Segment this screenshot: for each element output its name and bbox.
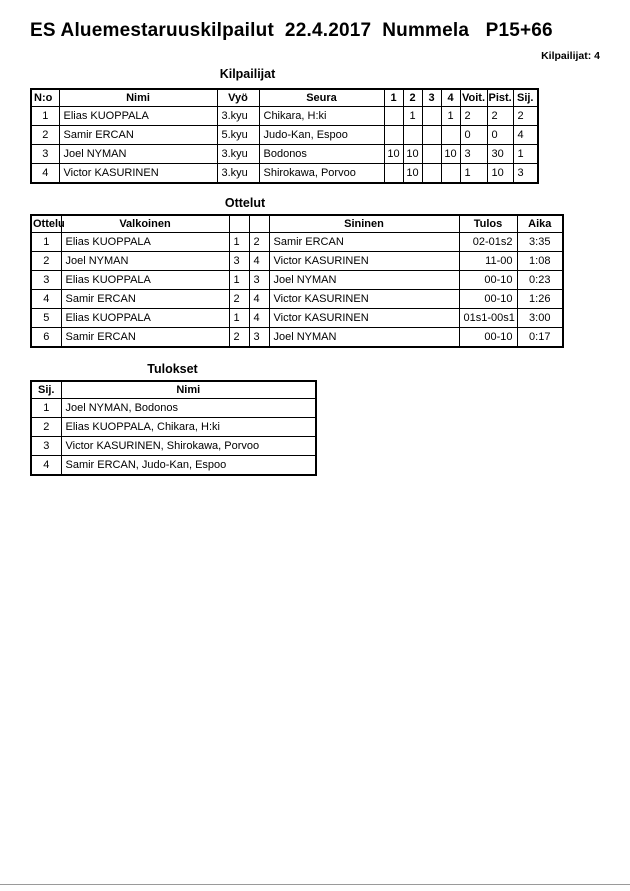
table-row [31, 309, 563, 328]
result-name: Joel NYMAN, Bodonos [61, 399, 316, 418]
blue-player-name: Victor KASURINEN [269, 252, 459, 271]
col-header-no: N:o [31, 89, 59, 107]
col-header-opp2: 2 [403, 89, 422, 107]
competitor-name: Elias KUOPPALA [59, 107, 217, 126]
white-player-number: 2 [229, 328, 249, 348]
competitor-number: 4 [31, 164, 59, 184]
table-row [31, 456, 316, 476]
competitor-club: Shirokawa, Porvoo [259, 164, 384, 184]
score-vs-1 [384, 164, 403, 184]
empty-header-cell [249, 215, 269, 233]
match-time: 1:08 [517, 252, 563, 271]
table-row [31, 437, 316, 456]
col-header-opp1: 1 [384, 89, 403, 107]
wins-cell: 2 [460, 107, 487, 126]
score-vs-2: 1 [403, 107, 422, 126]
competitor-belt: 3.kyu [217, 107, 259, 126]
match-number: 2 [31, 252, 61, 271]
score-vs-4 [441, 164, 460, 184]
col-header-vyo: Vyö [217, 89, 259, 107]
competitor-number: 1 [31, 107, 59, 126]
result-rank: 1 [31, 399, 61, 418]
competitor-belt: 3.kyu [217, 164, 259, 184]
table-row [31, 252, 563, 271]
blue-player-number: 4 [249, 252, 269, 271]
empty-header-cell [229, 215, 249, 233]
white-player-number: 2 [229, 290, 249, 309]
matches-header-row [31, 215, 563, 233]
match-result: 11-00 [459, 252, 517, 271]
competitor-club: Bodonos [259, 145, 384, 164]
result-rank: 2 [31, 418, 61, 437]
score-vs-1 [384, 126, 403, 145]
blue-player-name: Samir ERCAN [269, 233, 459, 252]
score-vs-4: 10 [441, 145, 460, 164]
result-name: Elias KUOPPALA, Chikara, H:ki [61, 418, 316, 437]
match-number: 3 [31, 271, 61, 290]
result-name: Samir ERCAN, Judo-Kan, Espoo [61, 456, 316, 476]
blue-player-number: 4 [249, 290, 269, 309]
col-header-nimi: Nimi [61, 381, 316, 399]
match-number: 1 [31, 233, 61, 252]
white-player-name: Samir ERCAN [61, 328, 229, 348]
match-number: 5 [31, 309, 61, 328]
points-cell: 2 [487, 107, 513, 126]
blue-player-number: 3 [249, 328, 269, 348]
blue-player-name: Joel NYMAN [269, 328, 459, 348]
match-result: 00-10 [459, 290, 517, 309]
col-header-aika: Aika [517, 215, 563, 233]
points-cell: 30 [487, 145, 513, 164]
competitors-table [30, 88, 539, 184]
section-title-ottelut: Ottelut [224, 196, 266, 210]
score-vs-4 [441, 126, 460, 145]
competitor-belt: 5.kyu [217, 126, 259, 145]
match-result: 02-01s2 [459, 233, 517, 252]
competitor-club: Judo-Kan, Espoo [259, 126, 384, 145]
matches-table [30, 214, 564, 348]
score-vs-4: 1 [441, 107, 460, 126]
competitor-number: 2 [31, 126, 59, 145]
competitor-club: Chikara, H:ki [259, 107, 384, 126]
match-time: 0:17 [517, 328, 563, 348]
competitor-belt: 3.kyu [217, 145, 259, 164]
score-vs-3 [422, 126, 441, 145]
blue-player-number: 4 [249, 309, 269, 328]
competitor-name: Joel NYMAN [59, 145, 217, 164]
table-row [31, 233, 563, 252]
result-rank: 4 [31, 456, 61, 476]
competitor-name: Victor KASURINEN [59, 164, 217, 184]
match-time: 1:26 [517, 290, 563, 309]
rank-cell: 4 [513, 126, 538, 145]
blue-player-number: 3 [249, 271, 269, 290]
result-name: Victor KASURINEN, Shirokawa, Porvoo [61, 437, 316, 456]
match-number: 4 [31, 290, 61, 309]
score-vs-1: 10 [384, 145, 403, 164]
section-title-kilpailijat: Kilpailijat [219, 67, 276, 81]
col-header-seura: Seura [259, 89, 384, 107]
col-header-sij: Sij. [31, 381, 61, 399]
points-cell: 0 [487, 126, 513, 145]
col-header-sij: Sij. [513, 89, 538, 107]
table-row [31, 145, 538, 164]
wins-cell: 0 [460, 126, 487, 145]
table-row [31, 126, 538, 145]
score-vs-3 [422, 145, 441, 164]
match-time: 3:00 [517, 309, 563, 328]
blue-player-name: Joel NYMAN [269, 271, 459, 290]
blue-player-name: Victor KASURINEN [269, 290, 459, 309]
table-row [31, 107, 538, 126]
white-player-name: Samir ERCAN [61, 290, 229, 309]
table-row [31, 164, 538, 184]
competitor-number: 3 [31, 145, 59, 164]
white-player-name: Elias KUOPPALA [61, 309, 229, 328]
white-player-number: 1 [229, 309, 249, 328]
page-title: ES Aluemestaruuskilpailut 22.4.2017 Nummela P15+66 [30, 20, 553, 41]
match-time: 3:35 [517, 233, 563, 252]
white-player-name: Elias KUOPPALA [61, 271, 229, 290]
points-cell: 10 [487, 164, 513, 184]
results-header-row [31, 381, 316, 399]
table-row [31, 271, 563, 290]
wins-cell: 3 [460, 145, 487, 164]
score-vs-2 [403, 126, 422, 145]
blue-player-number: 2 [249, 233, 269, 252]
match-result: 00-10 [459, 271, 517, 290]
rank-cell: 3 [513, 164, 538, 184]
col-header-pist: Pist. [487, 89, 513, 107]
competitors-header-row [31, 89, 538, 107]
table-row [31, 399, 316, 418]
rank-cell: 1 [513, 145, 538, 164]
col-header-tulos: Tulos [459, 215, 517, 233]
competitor-count-label: Kilpailijat: 4 [541, 50, 600, 62]
col-header-opp4: 4 [441, 89, 460, 107]
section-title-tulokset: Tulokset [147, 362, 198, 376]
competitor-name: Samir ERCAN [59, 126, 217, 145]
col-header-sininen: Sininen [269, 215, 459, 233]
white-player-name: Elias KUOPPALA [61, 233, 229, 252]
wins-cell: 1 [460, 164, 487, 184]
col-header-voit: Voit. [460, 89, 487, 107]
score-vs-2: 10 [403, 164, 422, 184]
score-vs-3 [422, 164, 441, 184]
rank-cell: 2 [513, 107, 538, 126]
match-result: 01s1-00s1 [459, 309, 517, 328]
score-vs-2: 10 [403, 145, 422, 164]
col-header-valkoinen: Valkoinen [61, 215, 229, 233]
col-header-ottelu: Ottelu [31, 215, 61, 233]
score-vs-1 [384, 107, 403, 126]
match-number: 6 [31, 328, 61, 348]
white-player-number: 3 [229, 252, 249, 271]
result-rank: 3 [31, 437, 61, 456]
page-footer-line [0, 884, 630, 885]
white-player-number: 1 [229, 271, 249, 290]
table-row [31, 328, 563, 348]
white-player-number: 1 [229, 233, 249, 252]
table-row [31, 290, 563, 309]
col-header-nimi: Nimi [59, 89, 217, 107]
table-row [31, 418, 316, 437]
col-header-opp3: 3 [422, 89, 441, 107]
white-player-name: Joel NYMAN [61, 252, 229, 271]
match-result: 00-10 [459, 328, 517, 348]
results-table [30, 380, 317, 476]
score-vs-3 [422, 107, 441, 126]
blue-player-name: Victor KASURINEN [269, 309, 459, 328]
match-time: 0:23 [517, 271, 563, 290]
